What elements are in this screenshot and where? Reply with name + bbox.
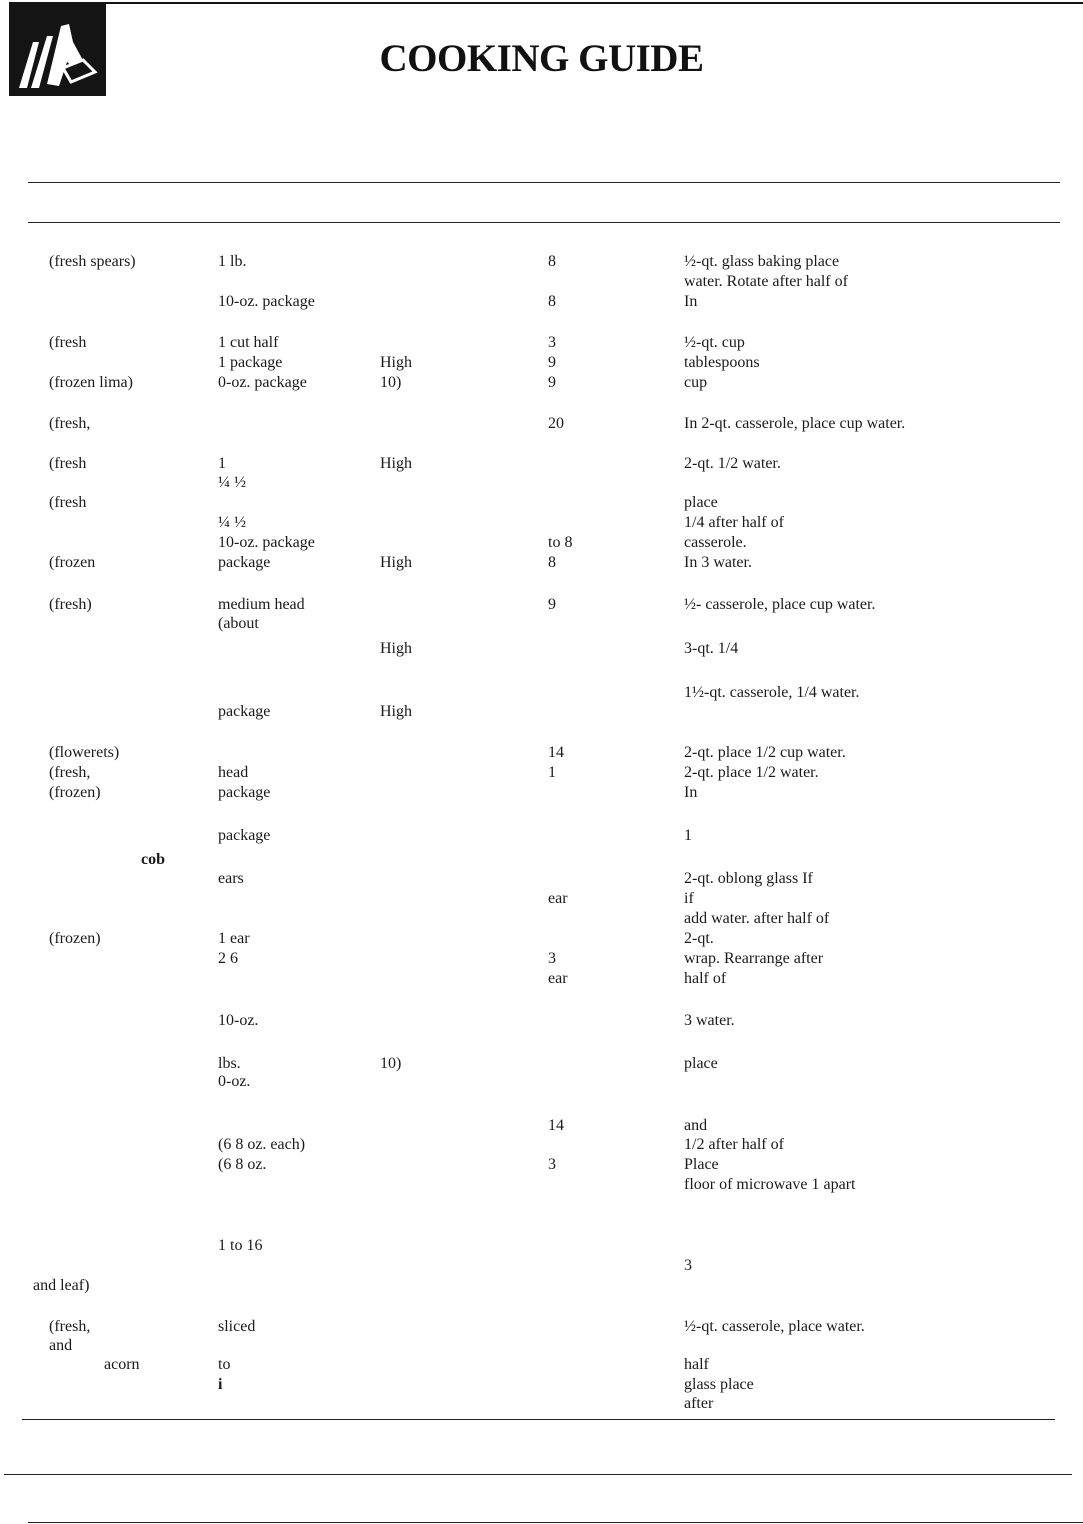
cell-c5-row-33: 1/2 after half of <box>684 1136 784 1153</box>
cell-c5-row-6: In 2-qt. casserole, place cup water. <box>684 415 906 432</box>
cell-c4-row-5: 9 <box>548 374 556 391</box>
cell-c4-row-4: 9 <box>548 354 556 371</box>
cell-c1-row-39: (fresh, <box>49 1318 91 1335</box>
cell-c5-row-25: add water. after half of <box>684 910 830 927</box>
cell-c1-row-0: (fresh spears) <box>49 253 136 270</box>
cell-c2-row-11: 10-oz. package <box>218 534 315 551</box>
table-bottom-rule <box>22 1419 1055 1420</box>
cell-c1-row-26: (frozen) <box>49 930 101 947</box>
cell-c2-row-23: ears <box>218 870 244 887</box>
cell-c2-row-31: 0-oz. <box>218 1073 251 1090</box>
cell-c4-row-13: 9 <box>548 596 556 613</box>
cell-c3-row-17: High <box>380 703 412 720</box>
cell-c4-row-32: 14 <box>548 1117 564 1134</box>
cell-c5-row-27: wrap. Rearrange after <box>684 950 824 967</box>
cell-c2-row-41: to <box>218 1356 231 1373</box>
header-rule-bottom <box>28 222 1060 223</box>
cell-c2-row-29: 10-oz. <box>218 1012 259 1029</box>
cell-c4-row-28: ear <box>548 970 568 987</box>
cell-c3-row-5: 10) <box>380 374 402 391</box>
cell-c5-row-5: cup <box>684 374 708 391</box>
cell-c5-row-12: In 3 water. <box>684 554 752 571</box>
cell-c4-row-12: 8 <box>548 554 556 571</box>
cell-c1-row-20: (frozen) <box>49 784 101 801</box>
cell-c2-row-21: package <box>218 827 271 844</box>
cell-c5-row-32: and <box>684 1117 708 1134</box>
cell-c5-row-23: 2-qt. oblong glass If <box>684 870 813 887</box>
cell-c5-row-43: after <box>684 1395 714 1412</box>
cell-c2-row-26: 1 ear <box>218 930 250 947</box>
cell-c5-row-13: ½- casserole, place cup water. <box>684 596 876 613</box>
cell-c3-row-15: High <box>380 640 412 657</box>
cell-c5-row-34: Place <box>684 1156 719 1173</box>
cell-c5-row-35: floor of microwave 1 apart <box>684 1176 856 1193</box>
cell-c4-row-11: to 8 <box>548 534 573 551</box>
cell-c2-row-0: 1 lb. <box>218 253 247 270</box>
cell-c3-row-7: High <box>380 455 412 472</box>
cell-c2-row-13: medium head <box>218 596 305 613</box>
cell-c4-row-34: 3 <box>548 1156 556 1173</box>
cell-c5-row-37: 3 <box>684 1257 692 1274</box>
cell-c5-row-21: 1 <box>684 827 692 844</box>
cell-c4-row-2: 8 <box>548 293 556 310</box>
cell-c5-row-20: In <box>684 784 698 801</box>
cell-c5-row-42: glass place <box>684 1376 754 1393</box>
cell-c1-row-13: (fresh) <box>49 596 92 613</box>
cell-c1-row-18: (flowerets) <box>49 744 120 761</box>
cell-c5-row-15: 3-qt. 1/4 <box>684 640 739 657</box>
cell-c2-row-14: (about <box>218 615 259 632</box>
cell-c5-row-4: tablespoons <box>684 354 760 371</box>
cell-c2-row-33: (6 8 oz. each) <box>218 1136 306 1153</box>
cell-c5-row-1: water. Rotate after half of <box>684 273 848 290</box>
cell-c2-row-19: head <box>218 764 249 781</box>
cell-c3-row-30: 10) <box>380 1055 402 1072</box>
cell-c4-row-24: ear <box>548 890 568 907</box>
cell-c4-row-27: 3 <box>548 950 556 967</box>
cell-c2-row-34: (6 8 oz. <box>218 1156 267 1173</box>
cell-c5-row-26: 2-qt. <box>684 930 714 947</box>
page-title: COOKING GUIDE <box>379 37 704 80</box>
cell-c1-row-19: (fresh, <box>49 764 91 781</box>
cell-c1-row-9: (fresh <box>49 494 87 511</box>
cell-c5-row-0: ½-qt. glass baking place <box>684 253 840 270</box>
cell-c4-row-19: 1 <box>548 764 556 781</box>
cell-c1-row-38: and leaf) <box>33 1277 90 1294</box>
cell-c1-row-6: (fresh, <box>49 415 91 432</box>
cell-c1-row-22: cob <box>141 851 165 868</box>
cell-c1-row-3: (fresh <box>49 334 87 351</box>
cell-c5-row-9: place <box>684 494 718 511</box>
cell-c4-row-6: 20 <box>548 415 564 432</box>
cell-c5-row-28: half of <box>684 970 727 987</box>
cell-c2-row-7: 1 <box>218 455 226 472</box>
top-rule <box>106 2 1083 4</box>
cell-c2-row-30: lbs. <box>218 1055 241 1072</box>
cell-c2-row-27: 2 6 <box>218 950 238 967</box>
cell-c5-row-30: place <box>684 1055 718 1072</box>
cell-c1-row-5: (frozen lima) <box>49 374 133 391</box>
footer-rule-2 <box>28 1522 1083 1523</box>
cell-c1-row-12: (frozen <box>49 554 96 571</box>
cell-c5-row-2: In <box>684 293 698 310</box>
cell-c4-row-3: 3 <box>548 334 556 351</box>
cell-c4-row-18: 14 <box>548 744 564 761</box>
cell-c2-row-39: sliced <box>218 1318 256 1335</box>
cell-c1-row-41: acorn <box>104 1356 140 1373</box>
cell-c5-row-3: ½-qt. cup <box>684 334 745 351</box>
header-rule-top <box>28 182 1060 183</box>
cell-c2-row-5: 0-oz. package <box>218 374 307 391</box>
footer-rule-1 <box>4 1474 1072 1475</box>
cell-c2-row-42: i <box>218 1376 223 1393</box>
cell-c4-row-0: 8 <box>548 253 556 270</box>
cell-c5-row-39: ½-qt. casserole, place water. <box>684 1318 865 1335</box>
cell-c2-row-17: package <box>218 703 271 720</box>
cell-c5-row-18: 2-qt. place 1/2 cup water. <box>684 744 846 761</box>
cell-c5-row-29: 3 water. <box>684 1012 735 1029</box>
cell-c2-row-4: 1 package <box>218 354 283 371</box>
cell-c3-row-4: High <box>380 354 412 371</box>
cell-c5-row-10: 1/4 after half of <box>684 514 784 531</box>
cell-c1-row-7: (fresh <box>49 455 87 472</box>
cell-c5-row-11: casserole. <box>684 534 747 551</box>
cell-c5-row-24: if <box>684 890 694 907</box>
cell-c2-row-3: 1 cut half <box>218 334 279 351</box>
cell-c2-row-12: package <box>218 554 271 571</box>
cell-c1-row-40: and <box>49 1337 73 1354</box>
cell-c3-row-12: High <box>380 554 412 571</box>
cell-c2-row-8: ¼ ½ <box>218 474 246 491</box>
cell-c2-row-10: ¼ ½ <box>218 514 246 531</box>
cell-c5-row-7: 2-qt. 1/2 water. <box>684 455 781 472</box>
cell-c5-row-41: half <box>684 1356 709 1373</box>
cell-c2-row-20: package <box>218 784 271 801</box>
cell-c5-row-16: 1½-qt. casserole, 1/4 water. <box>684 684 860 701</box>
cell-c2-row-36: 1 to 16 <box>218 1237 263 1254</box>
cell-c5-row-19: 2-qt. place 1/2 water. <box>684 764 819 781</box>
cell-c2-row-2: 10-oz. package <box>218 293 315 310</box>
